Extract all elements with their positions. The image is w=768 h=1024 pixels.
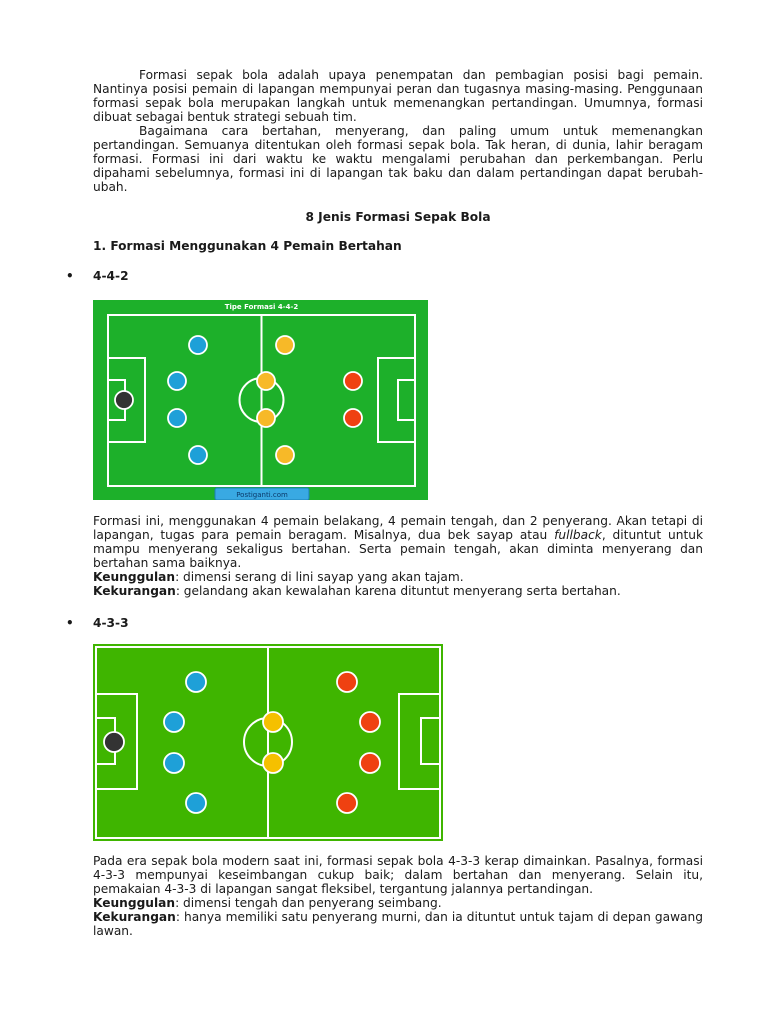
defender-marker xyxy=(189,336,207,354)
con-text: : hanya memiliki satu penyerang murni, dan ia dituntut untuk tajam di depan gawang lawan. xyxy=(93,910,703,938)
formation-433-con xyxy=(93,910,703,938)
forward-marker xyxy=(344,409,362,427)
goalkeeper-marker xyxy=(104,732,124,752)
formation-433-diagram xyxy=(93,644,443,841)
defender-marker xyxy=(164,712,184,732)
con-label: Kekurangan xyxy=(93,584,176,598)
desc-part: Formasi ini, menggunakan 4 pemain belakang, 4 pemain tengah, dan 2 penyerang. Akan tetapi di lapangan, tugas para pemain beragam. Misalnya, dua bek sayap atau xyxy=(93,514,703,542)
midfielder-marker xyxy=(263,712,283,732)
image-source-label: Postiganti.com xyxy=(236,491,288,499)
midfielder-marker xyxy=(276,446,294,464)
section-heading-1: 1. Formasi Menggunakan 4 Pemain Bertahan xyxy=(93,239,402,253)
midfielder-marker xyxy=(257,409,275,427)
formation-442-text xyxy=(93,514,703,570)
desc-emphasis: fullback xyxy=(554,528,602,542)
forward-marker xyxy=(337,672,357,692)
bullet-icon: • xyxy=(66,269,74,283)
page-title: 8 Jenis Formasi Sepak Bola xyxy=(305,210,491,224)
formation-433-pro xyxy=(93,896,703,910)
midfielder-marker xyxy=(263,753,283,773)
bullet-icon: • xyxy=(66,616,74,630)
defender-marker xyxy=(186,672,206,692)
con-text: : gelandang akan kewalahan karena dituntut menyerang serta bertahan. xyxy=(175,584,621,598)
defender-marker xyxy=(186,793,206,813)
formation-433-description xyxy=(93,854,703,938)
intro-paragraph-1: Formasi sepak bola adalah upaya penempatan dan pembagian posisi bagi pemain. Nantinya posisi pemain di lapangan mempunyai peran dan tugasnya masing-masing. Penggunaan formasi sepak bola merupakan langkah untuk memenangkan pertandingan. Umumnya, formasi dibuat sebagai bentuk strategi sebuah tim. xyxy=(93,68,703,124)
pro-text: : dimensi serang di lini sayap yang akan tajam. xyxy=(175,570,464,584)
formation-442-con xyxy=(93,584,703,598)
formation-442-pro xyxy=(93,570,703,584)
forward-marker xyxy=(344,372,362,390)
goalkeeper-marker xyxy=(115,391,133,409)
forward-marker xyxy=(360,712,380,732)
defender-marker xyxy=(168,372,186,390)
formation-433-text: Pada era sepak bola modern saat ini, formasi sepak bola 4-3-3 kerap dimainkan. Pasalnya, formasi 4-3-3 mempunyai keseimbangan cukup baik; dalam bertahan dan menyerang. Selain itu, pemakaian 4-3-3 di lapangan sangat fleksibel, tergantung jalannya pertandingan. xyxy=(93,854,703,896)
forward-marker xyxy=(337,793,357,813)
pro-text: : dimensi tengah dan penyerang seimbang. xyxy=(175,896,442,910)
formation-442-diagram xyxy=(93,300,428,500)
defender-marker xyxy=(168,409,186,427)
intro-section xyxy=(93,68,703,194)
formation-442-name: 4-4-2 xyxy=(93,269,129,283)
formation-433-name: 4-3-3 xyxy=(93,616,129,630)
defender-marker xyxy=(189,446,207,464)
formation-433-heading xyxy=(66,616,129,630)
con-label: Kekurangan xyxy=(93,910,176,924)
defender-marker xyxy=(164,753,184,773)
desc-part: , dituntut untuk mampu menyerang sekaligus bertahan. Serta pemain tengah, akan diminta menyerang dan bertahan sama baiknya. xyxy=(93,528,703,570)
image-banner-title: Tipe Formasi 4-4-2 xyxy=(224,303,299,311)
formation-442-heading xyxy=(66,269,129,283)
pro-label: Keunggulan xyxy=(93,896,176,910)
midfielder-marker xyxy=(257,372,275,390)
intro-paragraph-2: Bagaimana cara bertahan, menyerang, dan paling umum untuk memenangkan pertandingan. Semuanya ditentukan oleh formasi sepak bola. Tak heran, di dunia, lahir beragam formasi. Formasi ini dari waktu ke waktu mengalami perubahan dan perkembangan. Perlu dipahami sebelumnya, formasi ini di lapangan tak baku dan dalam pertandingan dapat berubah-ubah. xyxy=(93,124,703,194)
midfielder-marker xyxy=(276,336,294,354)
pro-label: Keunggulan xyxy=(93,570,176,584)
forward-marker xyxy=(360,753,380,773)
formation-442-description xyxy=(93,514,703,598)
